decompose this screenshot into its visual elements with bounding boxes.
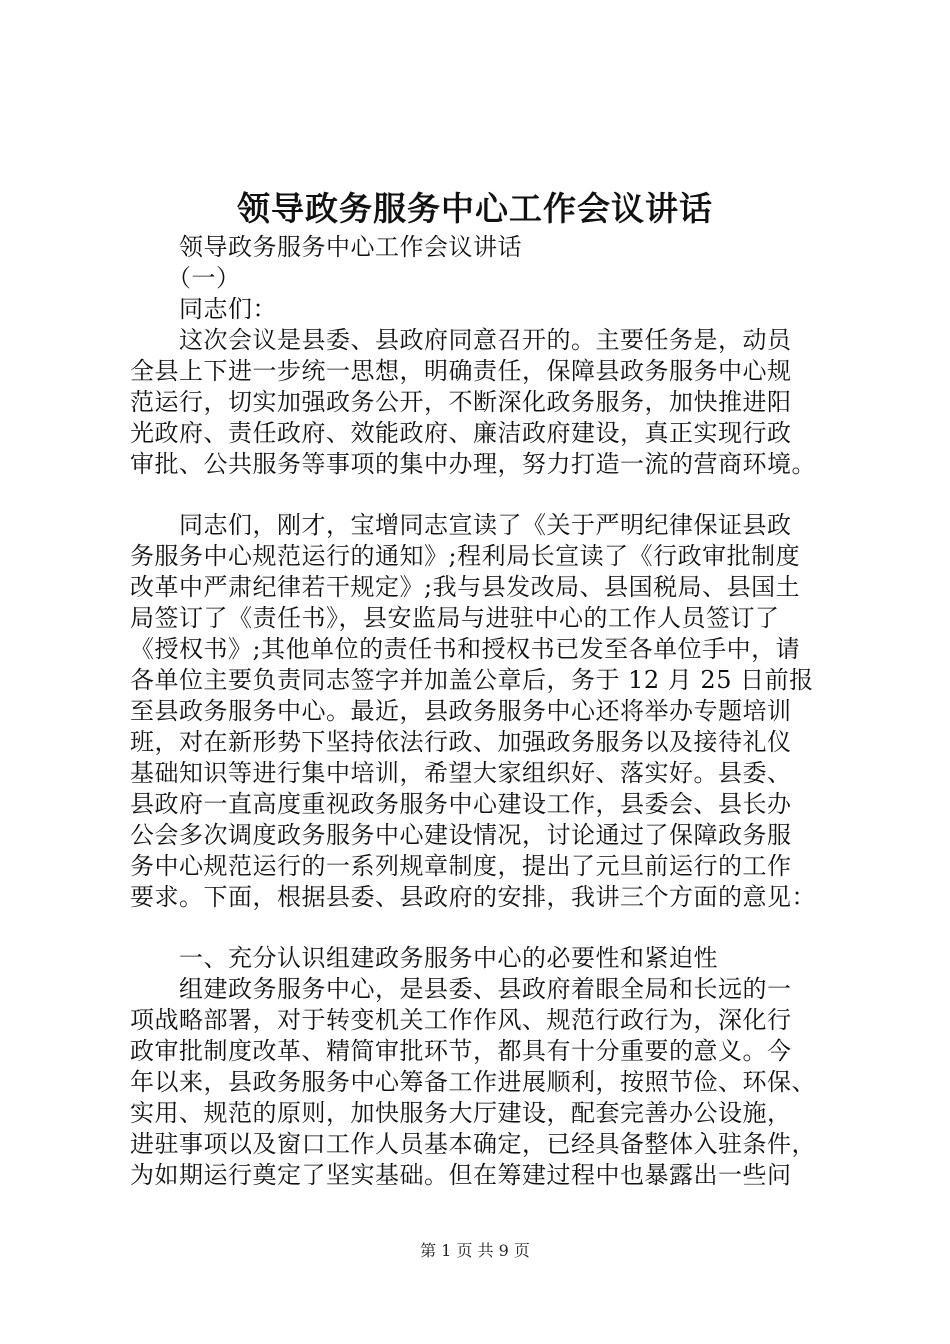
- text-line: 务服务中心规范运行的通知》;程利局长宣读了《行政审批制度: [130, 542, 801, 570]
- text-line: 同志们，刚才，宝增同志宣读了《关于严明纪律保证县政: [130, 511, 792, 539]
- text-line: 为如期运行奠定了坚实基础。但在筹建过程中也暴露出一些问: [130, 1161, 792, 1189]
- paragraph-block: [130, 943, 830, 1191]
- text-line: 全县上下进一步统一思想，明确责任，保障县政务服务中心规: [130, 357, 792, 385]
- text-line: 公会多次调度政务服务中心建设情况，讨论通过了保障政务服: [130, 821, 792, 849]
- text-line: 要求。下面，根据县委、县政府的安排，我讲三个方面的意见：: [130, 883, 816, 911]
- text-line: 基础知识等进行集中培训，希望大家组织好、落实好。县委、: [130, 759, 792, 787]
- text-line: 政审批制度改革、精简审批环节，都具有十分重要的意义。今: [130, 1037, 792, 1065]
- text-line: 光政府、责任政府、效能政府、廉洁政府建设，真正实现行政: [130, 419, 792, 447]
- text-line: 范运行，切实加强政务公开，不断深化政务服务，加快推进阳: [130, 388, 792, 416]
- document-body: [130, 232, 830, 1191]
- paragraph-block: [130, 232, 830, 480]
- text-line: 年以来，县政务服务中心筹备工作进展顺利，按照节俭、环保、: [130, 1068, 816, 1096]
- text-line: 同志们：: [130, 295, 277, 323]
- text-line: 组建政务服务中心，是县委、县政府着眼全局和长远的一: [130, 975, 792, 1003]
- text-line: 《授权书》;其他单位的责任书和授权书已发至各单位手中，请: [130, 635, 801, 663]
- text-line: 县政府一直高度重视政务服务中心建设工作，县委会、县长办: [130, 790, 792, 818]
- text-line: 改革中严肃纪律若干规定》;我与县发改局、县国税局、县国土: [130, 573, 801, 601]
- text-line: 班，对在新形势下坚持依法行政、加强政务服务以及接待礼仪: [130, 728, 792, 756]
- text-line: （一）: [130, 264, 241, 292]
- paragraph-gap: [130, 913, 830, 943]
- page-number: 第 1 页 共 9 页: [420, 1241, 530, 1260]
- paragraph-gap: [130, 480, 830, 510]
- text-line: 项战略部署，对于转变机关工作作风、规范行政行为，深化行: [130, 1006, 792, 1034]
- text-line: 局签订了《责任书》，县安监局与进驻中心的工作人员签订了: [130, 604, 780, 632]
- text-line: 领导政务服务中心工作会议讲话: [130, 233, 522, 261]
- text-line: 实用、规范的原则，加快服务大厅建设，配套完善办公设施，: [130, 1099, 792, 1127]
- paragraph-block: [130, 510, 830, 913]
- text-line: 各单位主要负责同志签字并加盖公章后，务于 12 月 25 日前报: [130, 666, 814, 694]
- text-line: 进驻事项以及窗口工作人员基本确定，已经具备整体入驻条件，: [130, 1130, 816, 1158]
- section-heading: 一、充分认识组建政务服务中心的必要性和紧迫性: [130, 944, 718, 972]
- text-line: 审批、公共服务等事项的集中办理，努力打造一流的营商环境。: [130, 450, 816, 478]
- document-title: 领导政务服务中心工作会议讲话: [237, 189, 713, 228]
- text-line: 这次会议是县委、县政府同意召开的。主要任务是，动员: [130, 326, 792, 354]
- text-line: 务中心规范运行的一系列规章制度，提出了元旦前运行的工作: [130, 852, 792, 880]
- text-line: 至县政务服务中心。最近，县政务服务中心还将举办专题培训: [130, 697, 792, 725]
